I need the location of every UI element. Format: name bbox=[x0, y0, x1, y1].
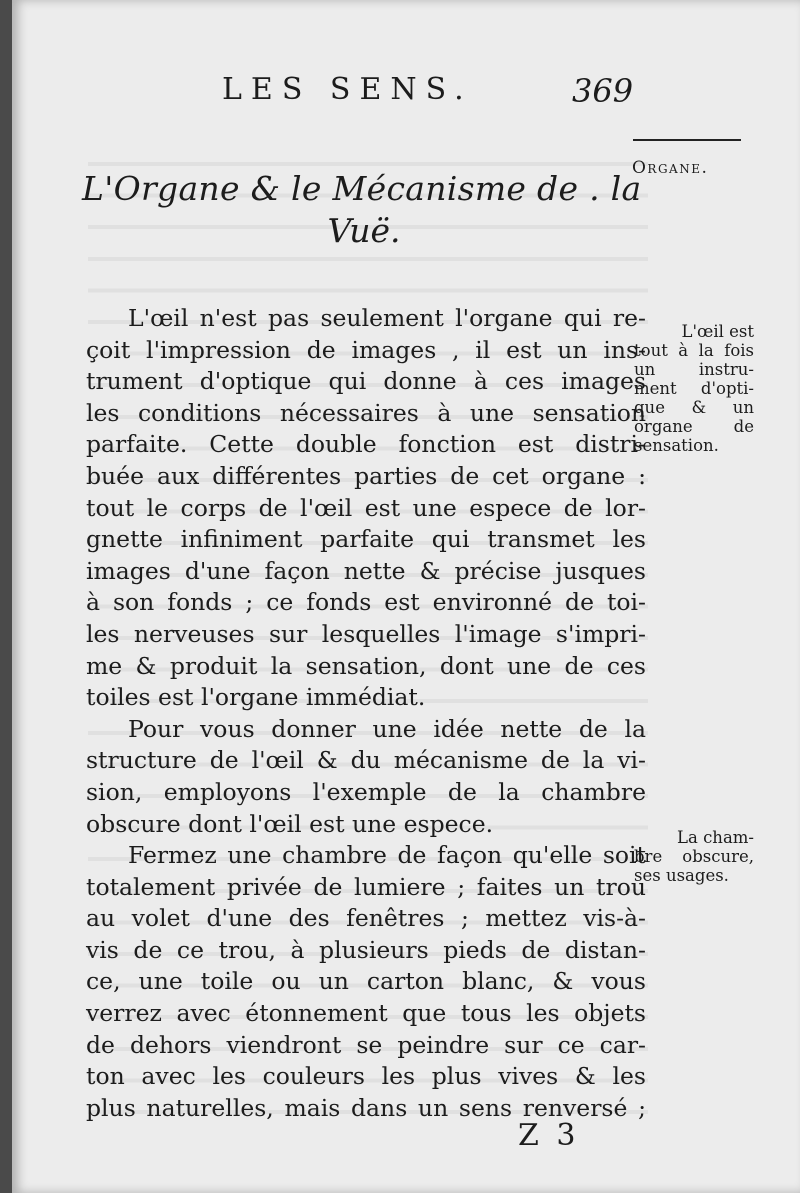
body-line: images d'une façon nette & précise jusques bbox=[86, 556, 646, 585]
body-line: plus naturelles, mais dans un sens renversé ; bbox=[86, 1093, 646, 1122]
body-line: structure de l'œil & du mécanisme de la vi- bbox=[86, 746, 646, 775]
body-line: verrez avec étonnement que tous les objets bbox=[86, 999, 646, 1028]
body-line: çoit l'impression de images , il est un ins- bbox=[86, 335, 646, 364]
page-number: 369 bbox=[572, 72, 634, 110]
margin-note-line: tout à la fois bbox=[634, 341, 754, 360]
section-title-line-1: L'Organe & le Mécanisme de . la bbox=[82, 169, 642, 208]
body-line: vis de ce trou, à plusieurs pieds de distan- bbox=[86, 935, 646, 964]
section-title-line-2: Vuë. bbox=[327, 211, 401, 250]
body-line: toiles est l'organe immédiat. bbox=[86, 683, 426, 712]
body-line: les nerveuses sur lesquelles l'image s'impri- bbox=[86, 619, 646, 648]
body-line: parfaite. Cette double fonction est distri- bbox=[86, 430, 646, 459]
body-line: me & produit la sensation, dont une de ces bbox=[86, 651, 646, 680]
margin-note-line: sensation. bbox=[634, 436, 719, 455]
margin-note-camera-obscura bbox=[634, 828, 754, 885]
body-line: ton avec les couleurs les plus vives & les bbox=[86, 1062, 646, 1091]
margin-note-line: que & un bbox=[634, 398, 754, 417]
body-line: obscure dont l'œil est une espece. bbox=[86, 809, 494, 838]
body-line: sion, employons l'exemple de la chambre bbox=[86, 777, 646, 806]
body-line: ce, une toile ou un carton blanc, & vous bbox=[86, 967, 646, 996]
body-line: L'œil n'est pas seulement l'organe qui re- bbox=[128, 304, 646, 332]
margin-note-line: organe de bbox=[634, 417, 754, 436]
side-heading-rule bbox=[633, 139, 741, 141]
body-line: tout le corps de l'œil est une espece de lor- bbox=[86, 493, 646, 522]
body-line: de dehors viendront se peindre sur ce car- bbox=[86, 1030, 646, 1059]
body-line: trument d'optique qui donne à ces images bbox=[86, 367, 646, 396]
body-line: totalement privée de lumiere ; faites un trou bbox=[86, 872, 646, 901]
body-line: Pour vous donner une idée nette de la bbox=[128, 714, 646, 743]
margin-note-line: ment d'opti- bbox=[634, 379, 754, 398]
margin-note-line: ses usages. bbox=[634, 866, 729, 885]
section-title bbox=[82, 168, 642, 252]
margin-note-eye bbox=[634, 322, 754, 455]
side-heading: Organe. bbox=[632, 158, 709, 178]
body-text bbox=[86, 303, 646, 1124]
margin-note-line: bre obscure, bbox=[634, 847, 754, 866]
running-head bbox=[12, 68, 800, 118]
margin-note-line: un instru- bbox=[634, 360, 754, 379]
margin-note-line: La cham- bbox=[677, 828, 754, 847]
body-line: buée aux différentes parties de cet organe : bbox=[86, 461, 646, 490]
book-page bbox=[12, 0, 800, 1193]
signature-mark: Z 3 bbox=[518, 1118, 580, 1153]
body-line: à son fonds ; ce fonds est environné de toi- bbox=[86, 588, 646, 617]
body-line: gnette infiniment parfaite qui transmet les bbox=[86, 525, 646, 554]
body-line: Fermez une chambre de façon qu'elle soit bbox=[128, 841, 646, 870]
body-line: les conditions nécessaires à une sensation bbox=[86, 398, 646, 427]
margin-note-line: L'œil est bbox=[681, 322, 754, 341]
running-head-title: LES SENS. bbox=[222, 72, 473, 107]
body-line: au volet d'une des fenêtres ; mettez vis-à- bbox=[86, 904, 646, 933]
